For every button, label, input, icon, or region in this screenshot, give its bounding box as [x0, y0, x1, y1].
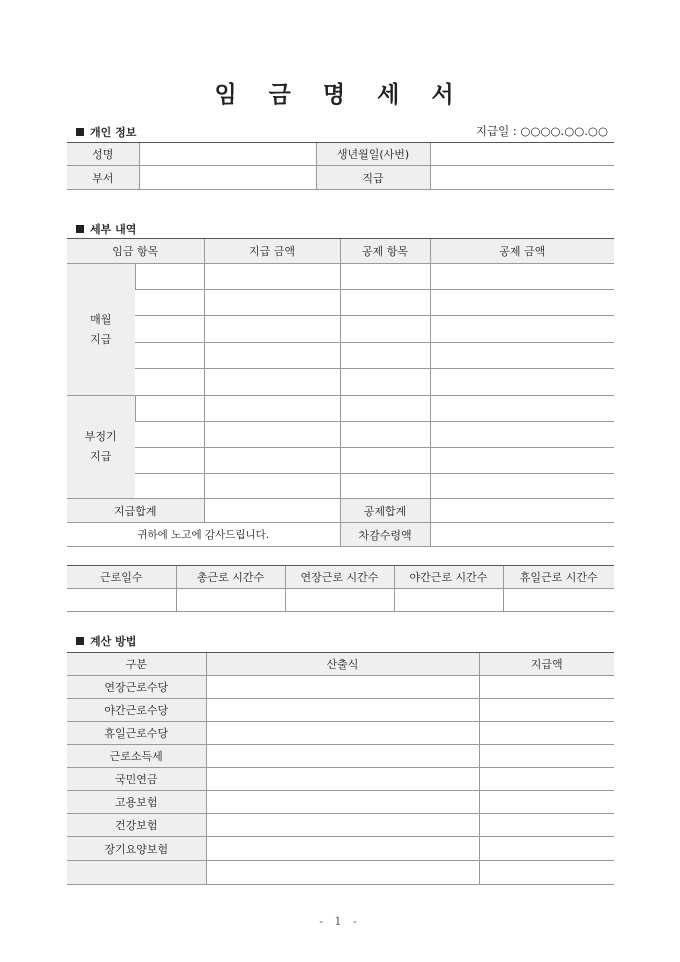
pay-amount-cell[interactable] [204, 396, 340, 422]
calc-row-label: 고용보험 [67, 791, 206, 814]
deduction-item-cell[interactable] [340, 264, 430, 290]
header-category: 구분 [67, 653, 206, 676]
deduction-amount-cell[interactable] [430, 264, 614, 290]
total-pay-value[interactable] [204, 499, 340, 523]
calc-row-label: 근로소득세 [67, 745, 206, 768]
holiday-hours-field[interactable] [503, 589, 614, 612]
section-personal-heading: 개인 정보 [76, 124, 136, 140]
formula-cell[interactable] [206, 861, 479, 885]
name-field[interactable] [139, 143, 316, 166]
calc-row-label: 야간근로수당 [67, 699, 206, 722]
section-calc-heading: 계산 방법 [76, 633, 136, 649]
amount-cell[interactable] [479, 676, 614, 699]
deduction-amount-cell[interactable] [430, 343, 614, 369]
deduction-item-cell[interactable] [340, 343, 430, 369]
amount-cell[interactable] [479, 745, 614, 768]
birth-field[interactable] [430, 143, 614, 166]
calc-row-label [67, 861, 206, 885]
header-amount: 지급액 [479, 653, 614, 676]
name-label: 성명 [67, 143, 139, 166]
calc-row-label: 휴일근로수당 [67, 722, 206, 745]
calc-row-label: 장기요양보험 [67, 837, 206, 861]
dept-label: 부서 [67, 166, 139, 190]
formula-cell[interactable] [206, 699, 479, 722]
square-bullet-icon [76, 637, 84, 645]
pay-item-cell[interactable] [135, 448, 204, 474]
pay-item-cell[interactable] [135, 474, 204, 499]
header-holiday-hours: 휴일근로 시간수 [503, 566, 614, 589]
pay-amount-cell[interactable] [204, 474, 340, 499]
overtime-hours-field[interactable] [285, 589, 394, 612]
deduction-amount-cell[interactable] [430, 316, 614, 343]
total-pay-label: 지급합계 [67, 499, 204, 523]
total-hours-field[interactable] [176, 589, 285, 612]
birth-label: 생년월일(사번) [316, 143, 430, 166]
pay-amount-cell[interactable] [204, 343, 340, 369]
document-title: 임 금 명 세 서 [214, 82, 466, 108]
formula-cell[interactable] [206, 722, 479, 745]
amount-cell[interactable] [479, 837, 614, 861]
formula-cell[interactable] [206, 745, 479, 768]
amount-cell[interactable] [479, 814, 614, 837]
pay-item-cell[interactable] [135, 369, 204, 396]
calc-row-label: 연장근로수당 [67, 676, 206, 699]
header-deduction-item: 공제 항목 [340, 239, 430, 264]
deduction-item-cell[interactable] [340, 290, 430, 316]
header-pay-amount: 지급 금액 [204, 239, 340, 264]
formula-cell[interactable] [206, 837, 479, 861]
calc-method-table [67, 652, 614, 885]
net-pay-label: 차감수령액 [340, 523, 430, 547]
irregular-pay-label: 부정기 지급 [67, 396, 135, 499]
formula-cell[interactable] [206, 768, 479, 791]
header-deduction-amount: 공제 금액 [430, 239, 614, 264]
pay-item-cell[interactable] [135, 422, 204, 448]
net-pay-value[interactable] [430, 523, 614, 547]
rank-field[interactable] [430, 166, 614, 190]
pay-item-cell[interactable] [135, 396, 204, 422]
pay-date: 지급일 : ○○○○.○○.○○ [475, 124, 608, 138]
total-deduction-value[interactable] [430, 499, 614, 523]
pay-item-cell[interactable] [135, 343, 204, 369]
deduction-amount-cell[interactable] [430, 396, 614, 422]
deduction-item-cell[interactable] [340, 316, 430, 343]
pay-amount-cell[interactable] [204, 290, 340, 316]
deduction-amount-cell[interactable] [430, 369, 614, 396]
pay-item-cell[interactable] [135, 264, 204, 290]
deduction-amount-cell[interactable] [430, 474, 614, 499]
square-bullet-icon [76, 225, 84, 233]
header-night-hours: 야간근로 시간수 [394, 566, 503, 589]
pay-amount-cell[interactable] [204, 422, 340, 448]
header-total-hours: 총근로 시간수 [176, 566, 285, 589]
deduction-amount-cell[interactable] [430, 290, 614, 316]
deduction-item-cell[interactable] [340, 448, 430, 474]
header-pay-item: 임금 항목 [67, 239, 204, 264]
header-work-days: 근로일수 [67, 566, 176, 589]
section-details-heading: 세부 내역 [76, 221, 136, 237]
personal-info-table [67, 142, 614, 190]
work-days-field[interactable] [67, 589, 176, 612]
calc-row-label: 국민연금 [67, 768, 206, 791]
header-formula: 산출식 [206, 653, 479, 676]
formula-cell[interactable] [206, 791, 479, 814]
night-hours-field[interactable] [394, 589, 503, 612]
pay-item-cell[interactable] [135, 290, 204, 316]
amount-cell[interactable] [479, 861, 614, 885]
pay-amount-cell[interactable] [204, 264, 340, 290]
page-number: - 1 - [319, 915, 361, 928]
total-deduction-label: 공제합계 [340, 499, 430, 523]
deduction-item-cell[interactable] [340, 369, 430, 396]
deduction-item-cell[interactable] [340, 396, 430, 422]
amount-cell[interactable] [479, 722, 614, 745]
work-hours-table [67, 565, 614, 612]
thanks-message: 귀하에 노고에 감사드립니다. [67, 523, 340, 547]
deduction-amount-cell[interactable] [430, 422, 614, 448]
calc-row-label: 건강보험 [67, 814, 206, 837]
formula-cell[interactable] [206, 676, 479, 699]
pay-amount-cell[interactable] [204, 448, 340, 474]
deduction-item-cell[interactable] [340, 474, 430, 499]
deduction-item-cell[interactable] [340, 422, 430, 448]
amount-cell[interactable] [479, 768, 614, 791]
pay-amount-cell[interactable] [204, 369, 340, 396]
pay-amount-cell[interactable] [204, 316, 340, 343]
monthly-pay-label: 매월 지급 [67, 264, 135, 396]
pay-details-table [67, 238, 614, 547]
rank-label: 직급 [316, 166, 430, 190]
deduction-amount-cell[interactable] [430, 448, 614, 474]
formula-cell[interactable] [206, 814, 479, 837]
dept-field[interactable] [139, 166, 316, 190]
header-overtime-hours: 연장근로 시간수 [285, 566, 394, 589]
square-bullet-icon [76, 128, 84, 136]
amount-cell[interactable] [479, 699, 614, 722]
amount-cell[interactable] [479, 791, 614, 814]
pay-item-cell[interactable] [135, 316, 204, 343]
